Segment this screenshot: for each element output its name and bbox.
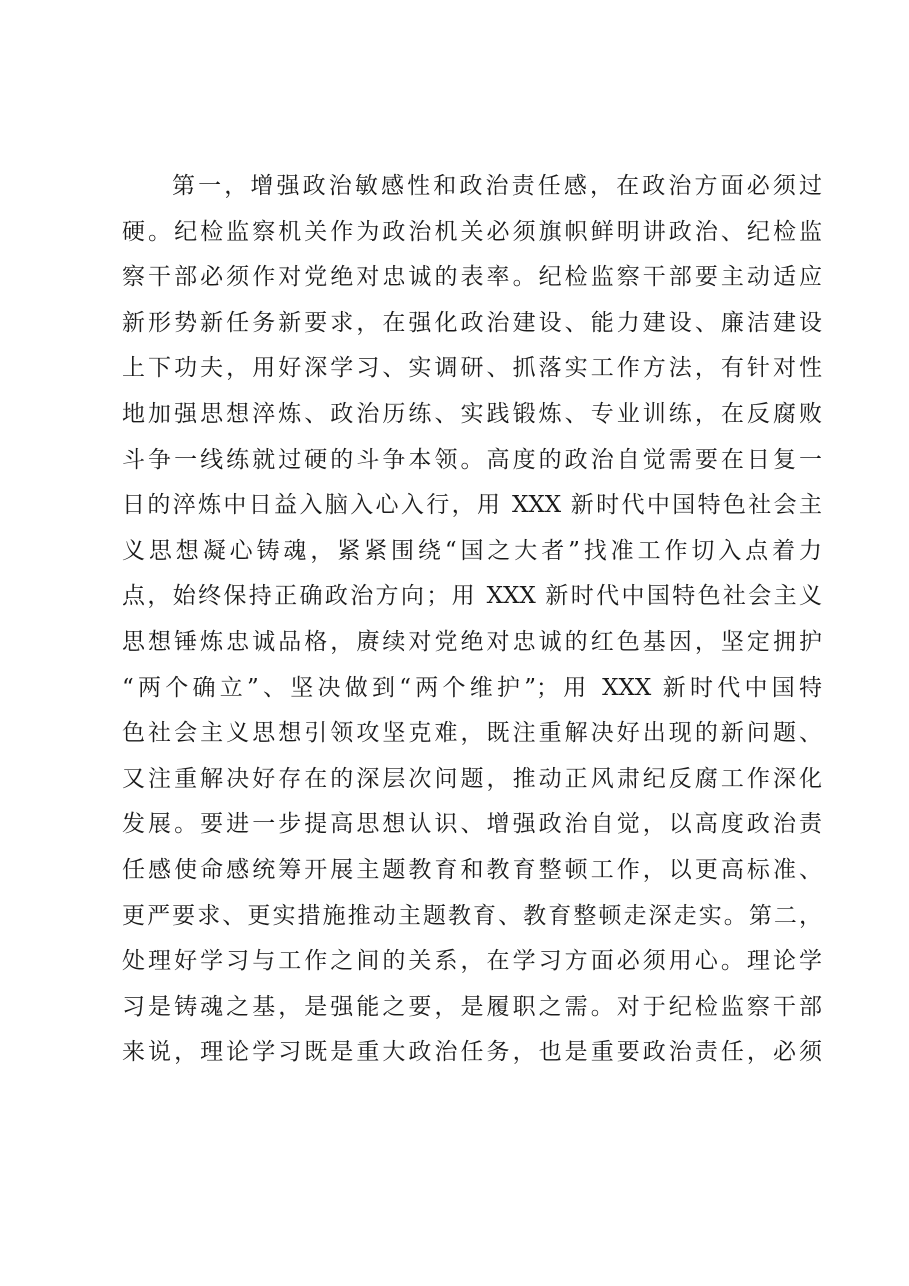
text-line: 来说，理论学习既是重大政治任务，也是重要政治责任，必须 [122, 1039, 822, 1066]
text-line: 上下功夫，用好深学习、实调研、抓落实工作方法，有针对性 [122, 355, 822, 382]
text-line: 更严要求、更实措施推动主题教育、教育整顿走深走实。第二， [122, 902, 822, 929]
text-line: 斗争一线练就过硬的斗争本领。高度的政治自觉需要在日复一 [122, 446, 822, 473]
text-line: 处理好学习与工作之间的关系，在学习方面必须用心。理论学 [122, 948, 822, 975]
text-line: 日的淬炼中日益入脑入心入行，用 XXX 新时代中国特色社会主 [122, 492, 822, 519]
text-line: 第一，增强政治敏感性和政治责任感，在政治方面必须过 [172, 173, 822, 199]
text-line: 色社会主义思想引领攻坚克难，既注重解决好出现的新问题、 [122, 720, 822, 747]
text-line: 思想锤炼忠诚品格，赓续对党绝对忠诚的红色基因，坚定拥护 [122, 628, 822, 655]
text-line: 察干部必须作对党绝对忠诚的表率。纪检监察干部要主动适应 [122, 264, 822, 291]
text-line: “两个确立”、坚决做到“两个维护”；用 XXX 新时代中国特 [122, 674, 822, 701]
text-line: 地加强思想淬炼、政治历练、实践锻炼、专业训练，在反腐败 [122, 400, 822, 427]
body-paragraph [122, 164, 822, 1076]
text-line: 新形势新任务新要求，在强化政治建设、能力建设、廉洁建设 [122, 309, 822, 336]
text-line: 点，始终保持正确政治方向；用 XXX 新时代中国特色社会主义 [122, 583, 822, 610]
text-line: 习是铸魂之基，是强能之要，是履职之需。对于纪检监察干部 [122, 993, 822, 1020]
text-line: 又注重解决好存在的深层次问题，推动正风肃纪反腐工作深化 [122, 765, 822, 792]
text-line: 任感使命感统筹开展主题教育和教育整顿工作，以更高标准、 [122, 856, 822, 883]
text-line: 义思想凝心铸魂，紧紧围绕“国之大者”找准工作切入点着力 [122, 537, 822, 564]
text-line: 发展。要进一步提高思想认识、增强政治自觉，以高度政治责 [122, 811, 822, 838]
text-line: 硬。纪检监察机关作为政治机关必须旗帜鲜明讲政治、纪检监 [122, 218, 822, 245]
